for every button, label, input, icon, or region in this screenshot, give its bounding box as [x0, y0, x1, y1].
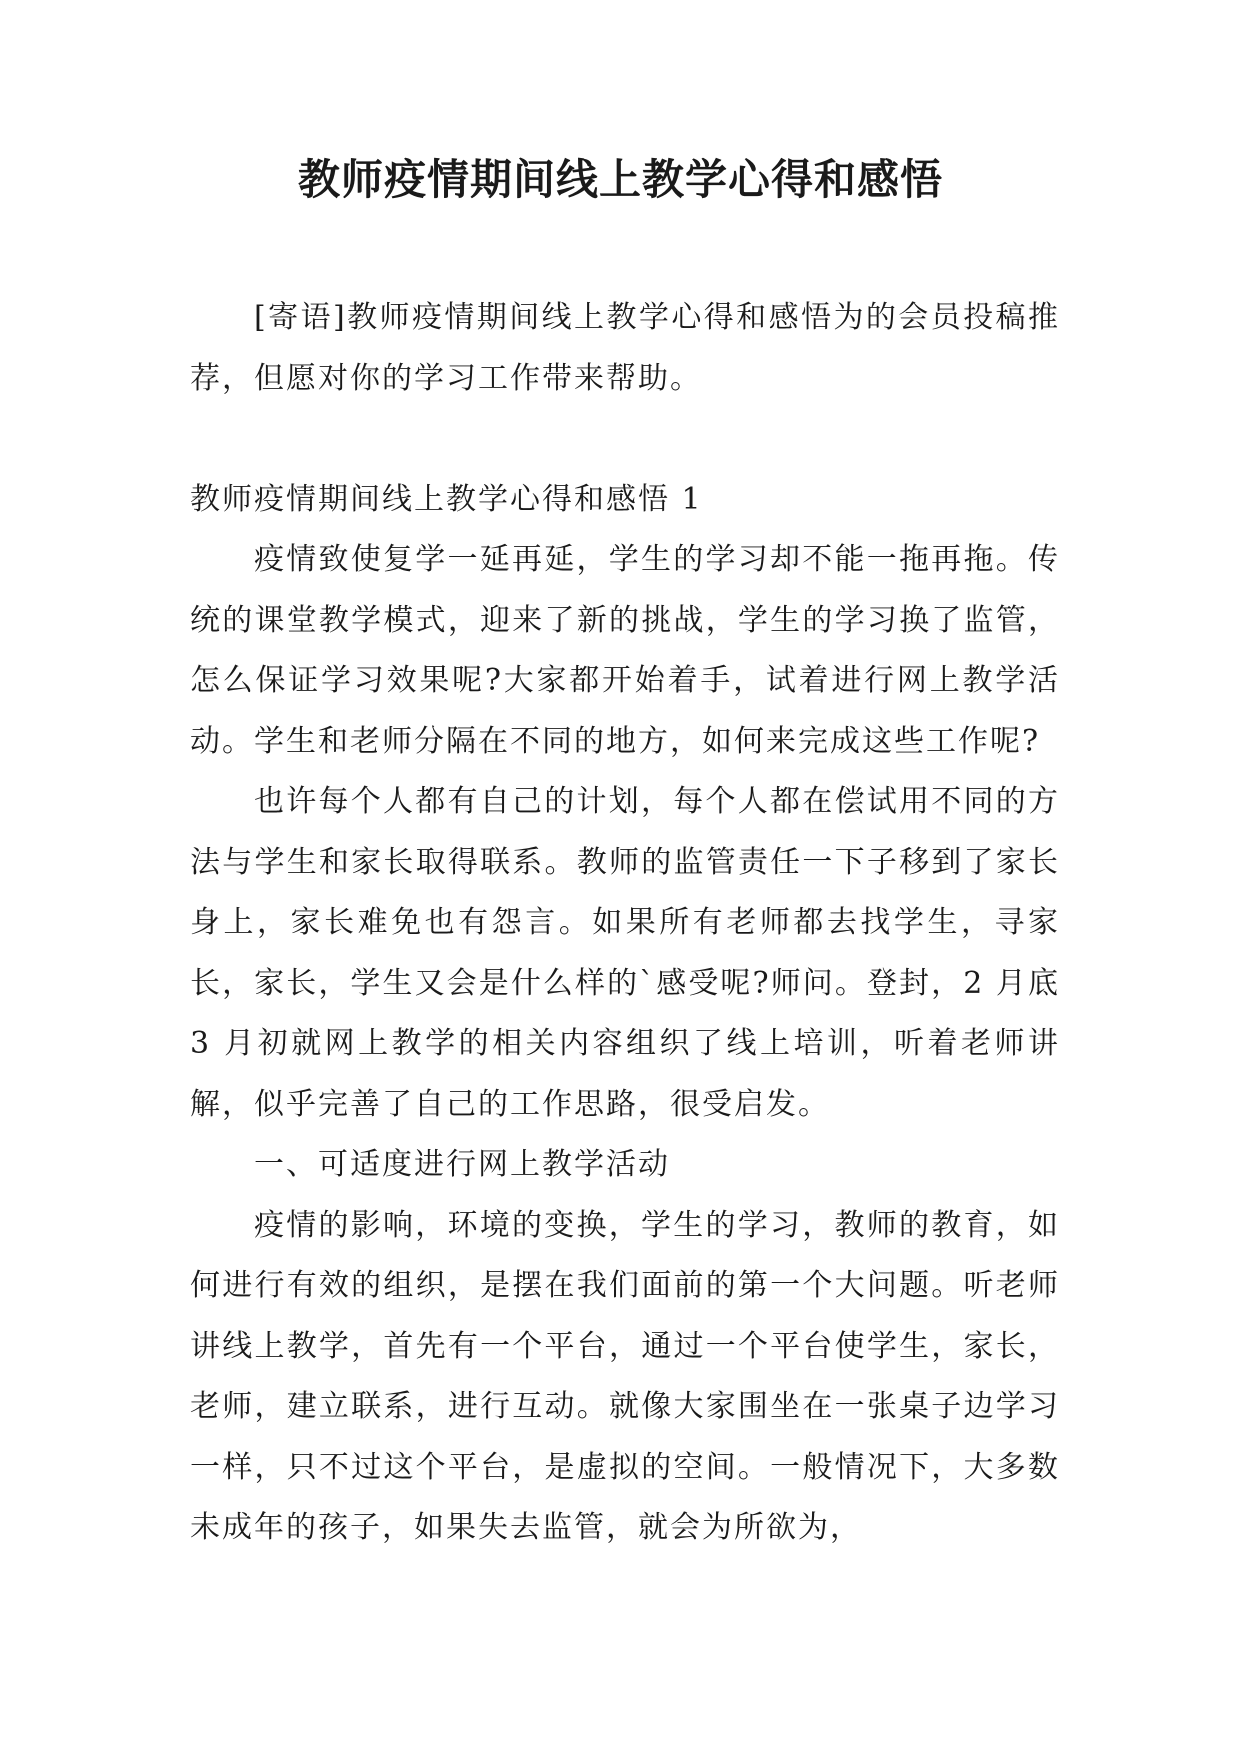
section-title: 教师疫情期间线上教学心得和感悟 1: [190, 481, 703, 517]
body-paragraph-1: 疫情致使复学一延再延，学生的学习却不能一拖再拖。传统的课堂教学模式，迎来了新的挑战，学生的学习换了监管，怎么保证学习效果呢?大家都开始着手，试着进行网上教学活动。学生和老师分隔在不同的地方，如何来完成这些工作呢?: [190, 542, 1060, 759]
document-title: 教师疫情期间线上教学心得和感悟: [297, 155, 943, 204]
body-paragraph-3: 疫情的影响，环境的变换，学生的学习，教师的教育，如何进行有效的组织，是摆在我们面前的第一个大问题。听老师讲线上教学，首先有一个平台，通过一个平台使学生，家长，老师，建立联系，进行互动。就像大家围坐在一张桌子边学习一样，只不过这个平台，是虚拟的空间。一般情况下，大多数未成年的孩子，如果失去监管，就会为所欲为，: [190, 1207, 1060, 1545]
body-paragraph-2: 也许每个人都有自己的计划，每个人都在偿试用不同的方法与学生和家长取得联系。教师的监管责任一下子移到了家长身上，家长难免也有怨言。如果所有老师都去找学生，寻家长，家长，学生又会是什么样的`感受呢?师问。登封，2 月底 3 月初就网上教学的相关内容组织了线上培训，听着老师讲解，似乎完善了自己的工作思路，很受启发。: [190, 784, 1060, 1122]
intro-paragraph: [寄语]教师疫情期间线上教学心得和感悟为的会员投稿推荐，但愿对你的学习工作带来帮助。: [190, 300, 1060, 396]
subheading-1: 一、可适度进行网上教学活动: [254, 1147, 670, 1182]
document-body: [190, 288, 1060, 1559]
blank-line: [190, 409, 1060, 470]
